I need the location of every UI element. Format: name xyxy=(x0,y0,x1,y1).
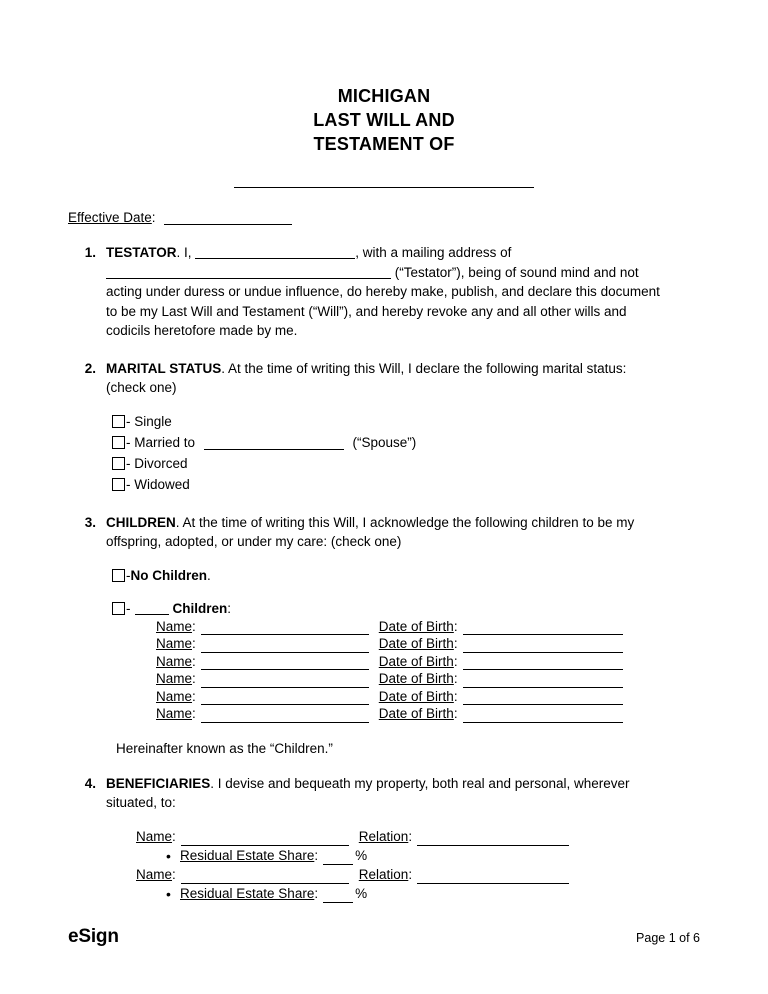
child-dob-colon: : xyxy=(453,636,458,651)
beneficiary-relation-group xyxy=(359,865,569,884)
child-dob-input[interactable] xyxy=(463,690,623,705)
child-dob-group xyxy=(379,688,623,706)
child-dob-group xyxy=(379,653,623,671)
children-option-count[interactable] xyxy=(112,601,700,616)
beneficiary-row xyxy=(136,827,700,846)
marital-option-label: - Divorced xyxy=(126,455,188,471)
bullet-icon: • xyxy=(166,847,171,864)
child-dob-label: Date of Birth xyxy=(378,653,454,669)
child-name-input[interactable] xyxy=(201,708,369,723)
children-options xyxy=(68,568,700,616)
child-row xyxy=(156,688,700,706)
testator-name-input[interactable] xyxy=(195,245,355,259)
marital-option-divorced[interactable] xyxy=(112,454,700,474)
section-testator xyxy=(68,243,700,341)
marital-option-single[interactable] xyxy=(112,412,700,432)
child-name-label: Name xyxy=(156,671,193,686)
beneficiary-name-colon: : xyxy=(172,828,176,844)
child-name-input[interactable] xyxy=(201,620,369,635)
testator-text-b: , with a mailing address of xyxy=(355,245,512,260)
beneficiaries-text: . I devise and bequeath my property, both real and personal, wherever situated, to: xyxy=(106,775,630,810)
marital-option-label: - Single xyxy=(126,413,172,429)
children-text: . At the time of writing this Will, I acknowledge the following children to be my offspring, adopted, or under my care: (check one) xyxy=(106,514,635,549)
effective-date-input[interactable] xyxy=(164,211,292,225)
child-dob-input[interactable] xyxy=(463,708,623,723)
beneficiary-name-label: Name xyxy=(136,866,173,882)
section-beneficiaries xyxy=(68,774,700,813)
child-dob-label: Date of Birth xyxy=(378,706,454,721)
child-dob-input[interactable] xyxy=(463,655,623,670)
beneficiary-list xyxy=(68,827,700,903)
children-count-prefix: - xyxy=(126,600,131,616)
children-count-input[interactable] xyxy=(135,601,169,615)
title-line-2: LAST WILL AND xyxy=(313,110,455,130)
page-footer xyxy=(68,926,700,948)
child-name-label: Name xyxy=(156,706,193,721)
child-name-label: Name xyxy=(156,653,193,669)
beneficiary-name-colon: : xyxy=(172,866,176,882)
beneficiary-name-label: Name xyxy=(136,828,173,844)
beneficiary-name-input[interactable] xyxy=(181,831,349,846)
child-row xyxy=(156,635,700,653)
testator-name-rule xyxy=(68,186,700,188)
child-row xyxy=(156,705,700,723)
child-name-colon: : xyxy=(192,636,196,651)
child-name-colon: : xyxy=(192,653,196,669)
effective-date-label: Effective Date xyxy=(68,210,152,225)
percent-symbol: % xyxy=(355,847,368,863)
page-number: Page 1 of 6 xyxy=(636,931,700,945)
marital-status-options xyxy=(68,412,700,495)
spouse-name-input[interactable] xyxy=(204,436,344,450)
residual-share-input[interactable] xyxy=(323,889,353,903)
section-body-2 xyxy=(106,359,666,398)
beneficiary-row xyxy=(136,865,700,884)
beneficiary-share-row xyxy=(136,884,700,903)
child-dob-colon: : xyxy=(453,618,458,634)
no-children-label: No Children xyxy=(130,567,207,583)
checkbox-icon[interactable] xyxy=(112,436,125,449)
marital-text: . At the time of writing this Will, I declare the following marital status: (check one) xyxy=(106,360,627,395)
beneficiary-name-input[interactable] xyxy=(181,869,349,884)
section-body-1 xyxy=(106,243,666,341)
beneficiary-relation-label: Relation xyxy=(358,866,409,882)
child-dob-input[interactable] xyxy=(463,638,623,653)
child-name-input[interactable] xyxy=(201,638,369,653)
beneficiary-relation-input[interactable] xyxy=(417,831,569,846)
child-dob-label: Date of Birth xyxy=(378,671,454,686)
checkbox-icon[interactable] xyxy=(112,602,125,615)
child-dob-group xyxy=(379,705,623,723)
child-name-colon: : xyxy=(192,706,196,721)
child-dob-colon: : xyxy=(453,706,458,721)
child-name-input[interactable] xyxy=(201,673,369,688)
child-dob-label: Date of Birth xyxy=(378,688,454,704)
section-heading-4: BENEFICIARIES xyxy=(106,775,211,791)
child-dob-colon: : xyxy=(453,688,458,704)
residual-share-label: Residual Estate Share xyxy=(180,885,315,901)
child-row xyxy=(156,618,700,636)
effective-date-colon: : xyxy=(151,210,156,225)
no-children-suffix: . xyxy=(207,567,211,583)
child-name-colon: : xyxy=(192,688,196,704)
checkbox-icon[interactable] xyxy=(112,478,125,491)
testator-text-a: . I, xyxy=(176,245,196,260)
section-number-4: 4. xyxy=(84,775,96,791)
child-dob-input[interactable] xyxy=(463,620,623,635)
section-marital-status xyxy=(68,359,700,398)
child-dob-group xyxy=(379,670,623,688)
effective-date-row xyxy=(68,210,700,225)
title-line-1: MICHIGAN xyxy=(337,86,431,106)
child-name-label: Name xyxy=(156,688,193,704)
marital-option-label: - Widowed xyxy=(126,476,190,492)
beneficiary-relation-colon: : xyxy=(408,866,413,882)
bullet-icon: • xyxy=(166,885,171,902)
section-heading-2: MARITAL STATUS xyxy=(106,360,222,376)
title-line-3: TESTAMENT OF xyxy=(313,134,455,154)
beneficiary-relation-label: Relation xyxy=(358,828,409,844)
child-dob-group xyxy=(379,635,623,653)
child-row xyxy=(156,653,700,671)
section-children xyxy=(68,513,700,552)
title-blank-line[interactable] xyxy=(234,186,534,188)
child-name-label: Name xyxy=(156,636,193,651)
section-number-3: 3. xyxy=(84,514,96,530)
residual-share-label: Residual Estate Share xyxy=(180,847,315,863)
spouse-suffix: (“Spouse”) xyxy=(348,434,417,450)
children-count-label: Children xyxy=(172,600,228,616)
section-number-2: 2. xyxy=(84,360,96,376)
children-count-suffix: : xyxy=(227,600,232,616)
child-name-colon: : xyxy=(192,618,196,634)
section-body-4 xyxy=(106,774,666,813)
child-dob-group xyxy=(379,618,623,636)
child-dob-colon: : xyxy=(453,653,458,669)
percent-symbol: % xyxy=(355,885,368,901)
testator-address-input[interactable] xyxy=(106,265,391,279)
child-row xyxy=(156,670,700,688)
marital-option-married[interactable] xyxy=(112,433,700,453)
testator-text-c: (“Testator”), being of sound mind and not acting under duress or undue influence, do hereby make, publish, and declare this document to be my Last Will and Testament (“Will”), and hereby revoke any and all other wills and codicils heretofore made by me. xyxy=(106,264,660,338)
beneficiary-relation-input[interactable] xyxy=(417,869,569,884)
child-name-input[interactable] xyxy=(201,655,369,670)
child-dob-label: Date of Birth xyxy=(378,618,454,634)
checkbox-icon[interactable] xyxy=(112,569,125,582)
marital-option-widowed[interactable] xyxy=(112,475,700,495)
section-heading-3: CHILDREN xyxy=(106,514,176,530)
child-dob-label: Date of Birth xyxy=(378,636,454,651)
child-dob-input[interactable] xyxy=(463,673,623,688)
no-children-prefix: - xyxy=(126,567,131,583)
esign-logo: eSign xyxy=(68,926,119,947)
child-name-input[interactable] xyxy=(201,690,369,705)
document-title xyxy=(68,84,700,156)
child-dob-colon: : xyxy=(453,671,458,686)
children-option-none[interactable] xyxy=(112,568,700,583)
children-name-list xyxy=(68,618,700,723)
residual-share-colon: : xyxy=(314,885,319,901)
section-heading-1: TESTATOR xyxy=(106,245,177,260)
section-number-1: 1. xyxy=(84,245,96,260)
residual-share-colon: : xyxy=(314,847,319,863)
marital-option-label: - Married to xyxy=(126,434,199,450)
section-body-3 xyxy=(106,513,666,552)
beneficiary-relation-group xyxy=(359,827,569,846)
checkbox-icon[interactable] xyxy=(112,415,125,428)
beneficiary-share-row xyxy=(136,846,700,865)
child-name-colon: : xyxy=(192,671,196,686)
residual-share-input[interactable] xyxy=(323,851,353,865)
checkbox-icon[interactable] xyxy=(112,457,125,470)
child-name-label: Name xyxy=(156,618,193,634)
children-hereinafter-text: Hereinafter known as the “Children.” xyxy=(116,740,333,756)
beneficiary-relation-colon: : xyxy=(408,828,413,844)
